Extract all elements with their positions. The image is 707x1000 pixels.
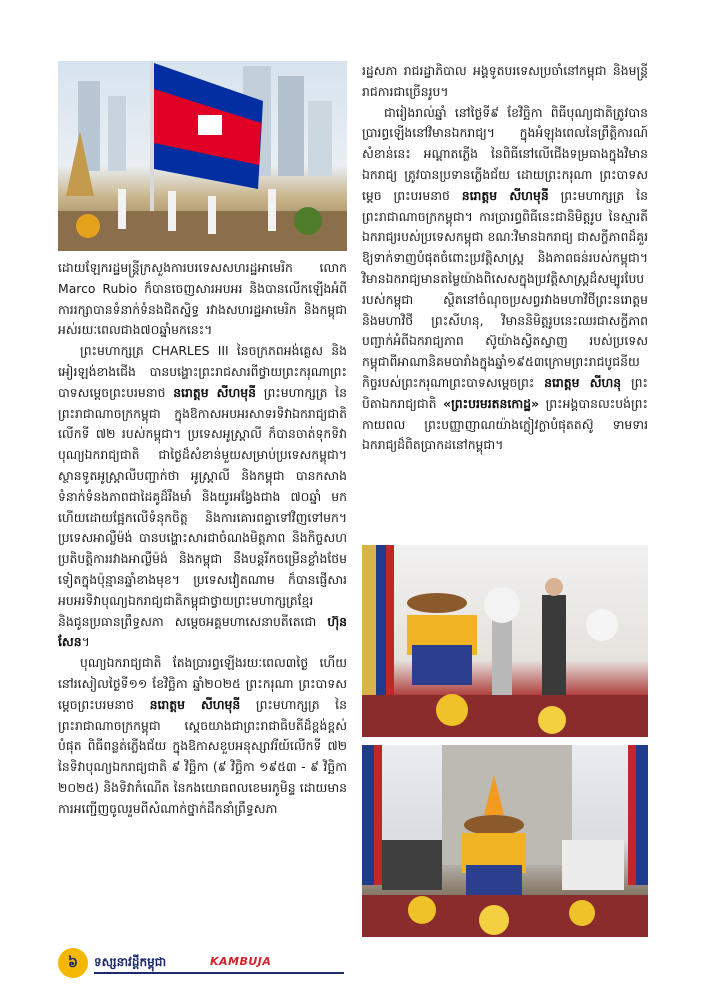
magazine-title: ទស្សនាវដ្តីកម្ពុជា	[94, 955, 167, 969]
flag-temple	[198, 115, 222, 135]
drape-red-left	[374, 745, 382, 885]
drape-blue-left	[362, 745, 374, 885]
king-name: នរោត្តម សីហមុនី	[173, 384, 257, 400]
building-right-3	[308, 101, 332, 176]
flowers-b	[479, 905, 509, 935]
wreath-scene	[362, 545, 648, 737]
paragraph-monument	[362, 103, 648, 457]
wreath	[484, 587, 520, 623]
king-head	[545, 578, 563, 596]
text-segment: បុណ្យឯករាជ្យជាតិ តែងប្រារព្ធឡើងរយៈពេល៣ថ្ងៃ ហើយនៅរសៀលថ្ងៃទី១១ ខែវិច្ឆិកា ឆ្នាំ២០២៥ ព្រះករុណា ព្រះបាទសម្តេចព្រះបរមនាថ	[58, 655, 347, 712]
plant	[294, 207, 322, 235]
father-king-name: នរោត្តម សីហនុ	[544, 374, 622, 390]
stand-cloth	[412, 645, 472, 685]
urn	[407, 593, 467, 613]
guard-1	[118, 189, 126, 229]
guard-4	[268, 189, 276, 231]
wreath-laying-photo	[362, 545, 648, 737]
flowers-front	[436, 694, 468, 726]
king-figure	[542, 595, 566, 705]
paragraph-rubio: ដោយឡែករដ្ឋមន្ត្រីក្រសួងការបរទេសសហរដ្ឋអាមេរិក លោក Marco Rubio ក៏បានចេញសារអបអរ និងបានលើកឡើងអំពីការរក្សាបានទំនាក់ទំនងជិតស្និទ្ធ រវាងសហរដ្ឋអាមេរិក និងកម្ពុជា អស់រយៈពេលជាង៧០ឆ្នាំមកនេះ។	[58, 260, 347, 338]
victory-flame-photo	[362, 745, 648, 937]
drape-blue-right	[636, 745, 648, 885]
royal-title: «ព្រះបរមរតនកោដ្ឋ»	[443, 395, 540, 411]
king-name: នរោត្តម សីហមុនី	[149, 696, 241, 712]
footer-rule	[94, 972, 344, 974]
flowers-a	[408, 896, 436, 924]
flowers-c	[569, 900, 595, 926]
drape-red-right	[628, 745, 636, 885]
flame-urn	[464, 815, 524, 835]
right-column	[362, 61, 648, 456]
flag-raising-photo	[58, 61, 347, 251]
paragraph-continuation: រដ្ឋសភា រាជរដ្ឋាភិបាល អង្គទូតបរទេសប្រចាំនៅកម្ពុជា និងមន្ត្រីរាជការជាច្រើនរូប។	[362, 63, 648, 99]
drape-red	[386, 545, 394, 695]
pillar-left	[362, 545, 376, 695]
text-segment: ព្រះអង្គបានលះបង់ព្រះកាយពល ព្រះបញ្ញាញាណយ៉ាងក្លៀវក្លាបំផុតតស៊ូ ទាមទារឯករាជ្យដ៏ពិតប្រាកដនៅកម្ពុជា។	[362, 395, 648, 453]
flag-scene	[58, 61, 347, 251]
left-column	[58, 258, 347, 820]
text-segment: ព្រះមហាក្សត្រ នៃព្រះរាជាណាចក្រកម្ពុជា។ ការប្រារព្ធពិធីនេះជានិមិត្តរូប នៃស្មារតីឯករាជ្យរបស់ប្រទេសកម្ពុជា ខណៈវិមានឯករាជ្យ ជាសក្ខីភាពដ៏គួរឱ្យទាក់ទាញបំផុតចំពោះប្រវត្តិសាស្រ្ត និងភាពធន់របស់កម្ពុជា។ វិមានឯករាជ្យមានតម្លៃយ៉ាងពិសេសក្នុងប្រវត្តិសាស្រ្តដ៏សម្បូរបែបរបស់កម្ពុជា ស្ថិតនៅចំណុចប្រសព្វរវាងមហាវិថីព្រះនរោត្តម និងមហាវិថី ព្រះសីហនុ, វិមាននិមិត្តរូបនេះឈរជាសក្ខីភាពបញ្ជាក់អំពីឯករាជ្យភាព ស៊ូយ៉ាងស្វិតស្វាញ របស់ប្រទេសកម្ពុជាពីអាណានិគមបារាំងក្នុងឆ្នាំ១៩៥៣ក្រោមព្រះរាជបូជនីយកិច្ចរបស់ព្រះករុណាព្រះបាទសម្តេចព្រះ	[362, 187, 648, 390]
crowd-right	[562, 840, 624, 890]
crowd-left	[382, 840, 442, 890]
flowers	[76, 214, 100, 238]
guard-2	[168, 191, 176, 231]
page-number-badge: ៦	[58, 948, 88, 978]
text-segment: ព្រះមហាក្សត្រ នៃព្រះរាជាណាចក្រកម្ពុជា ស្តេចយាងជាព្រះរាជាធិបតីដ៏ខ្ពង់ខ្ពស់ បំផុត ពិធីពន្លត់ភ្លើងជ័យ ក្នុងឱកាសខួបអនុស្សាវរីយ៍លើកទី ៧២ នៃទិវាបុណ្យឯករាជ្យជាតិ ៩ វិច្ឆិកា (៩ វិច្ឆិកា ១៩៥៣ - ៩ វិច្ឆិកា ២០២៥) និងទិវាកំណើត នៃកងយោធពលខេមរភូមិន្ទ ដោយមានការអញ្ជើញចូលរួមពីសំណាក់ថ្នាក់ដឹកនាំព្រឹទ្ធសភា	[58, 696, 347, 816]
paragraph-ceremony	[58, 653, 347, 819]
wreath-2	[586, 609, 618, 641]
hun-sen-name: ហ៊ុន សែន	[58, 613, 347, 650]
building-right-2	[278, 76, 304, 176]
flame-scene	[362, 745, 648, 937]
page-footer	[58, 948, 348, 978]
paragraph-international	[58, 341, 347, 653]
text-segment: ។	[81, 634, 90, 650]
flowers-front-2	[538, 706, 566, 734]
king-name: នរោត្តម សីហមុនី	[461, 187, 549, 203]
magazine-brand: KAMBUJA	[210, 955, 272, 968]
text-segment: ព្រះមហាក្សត្រ CHARLES III នៃចក្រភពអង់គ្លេស និងអៀរឡង់ខាងជើង បានបង្ហោះព្រះរាជសារពីថ្វាយព្រះករុណាព្រះបាទសម្តេចព្រះបរមនាថ	[58, 343, 347, 400]
drape-blue	[376, 545, 386, 695]
carpet	[362, 695, 648, 737]
text-segment: ព្រះមហាក្សត្រ នៃព្រះរាជាណាចក្រកម្ពុជា ក្នុងឱកាសអបអរសាទរទិវាឯករាជ្យជាតិ លើកទី ៧២ របស់កម្ពុជា។ ប្រទេសអូស្រ្តាលី ក៏បានចាត់ទុកទិវាបុណ្យឯករាជ្យជាតិ ជាថ្ងៃដ៏សំខាន់មួយសម្រាប់ប្រទេសកម្ពុជា។ ស្ថានទូតអូស្រ្តាលីបញ្ជាក់ថា អូស្រ្តាលី និងកម្ពុជា បានកសាងទំនាក់ទំនងភាពជាដៃគូដ៏រឹងមាំ និងយូរអង្វែងជាង ៧០ឆ្នាំ មកហើយដោយផ្អែកលើទំនុកចិត្ត និងការគោរពគ្នាទៅវិញទៅមក។ ប្រទេសអាល្លឺម៉ង់ បានបង្ហោះសារជាចំណងមិត្តភាព និងកិច្ចសហប្រតិបត្តិការរវាងអាល្លឺម៉ង់ និងកម្ពុជា នឹងបន្តរីកចម្រើនខ្លាំងថែមទៀតក្នុងប៉ុន្មានឆ្នាំខាងមុខ។ ប្រទេសវៀតណាម ក៏បានផ្ញើសារអបអរទិវាបុណ្យឯករាជ្យជាតិកម្ពុជាថ្វាយព្រះមហាក្សត្រខ្មែរ និងជូនប្រធានព្រឹទ្ធសភា សម្តេចអគ្គមហាសេនាបតីតេជោ	[58, 384, 347, 629]
guard-3	[208, 196, 216, 234]
building-left-2	[108, 96, 126, 171]
text-segment: ជារៀងរាល់ឆ្នាំ នៅថ្ងៃទី៩ ខែវិច្ឆិកា ពិធីបុណ្យជាតិត្រូវបានប្រារព្ធឡើងនៅវិមានឯករាជ្យ។ ក្នុងអំឡុងពេលនៃព្រឹត្តិការណ៍សំខាន់នេះ អណ្តាតភ្លើង នៃពិធីនៅលើជើងទម្រធាងក្នុងវិមានឯករាជ្យ ត្រូវបានប្រទានភ្លើងជ័យ ដោយព្រះករុណា ព្រះបាទសម្តេច ព្រះបរមនាថ	[362, 104, 648, 203]
text-segment: ព្រះបិតាឯករាជ្យជាតិ	[362, 374, 648, 411]
